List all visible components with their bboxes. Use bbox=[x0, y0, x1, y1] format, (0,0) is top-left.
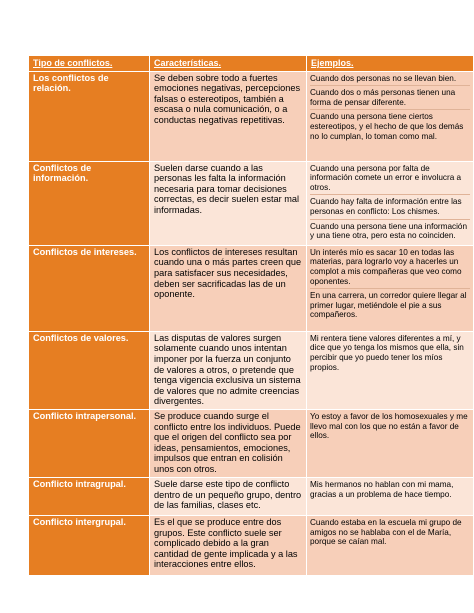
table-row bbox=[29, 71, 474, 161]
row-type: Conflictos de valores. bbox=[29, 331, 150, 409]
example-item: Un interés mío es sacar 10 en todas las materias, para lograrlo voy a hacerles un complot a mis compañeras que veo como oponentes. bbox=[310, 247, 470, 289]
row-examples bbox=[307, 245, 474, 331]
row-type: Conflicto intergrupal. bbox=[29, 515, 150, 575]
row-examples bbox=[307, 477, 474, 515]
row-examples bbox=[307, 515, 474, 575]
header-ejemplos: Ejemplos. bbox=[307, 56, 474, 72]
row-description: Suelen darse cuando a las personas les falta la información necesaria para tomar decisiones correctas, es decir suelen estar mal informadas. bbox=[150, 161, 307, 245]
row-examples bbox=[307, 71, 474, 161]
row-type: Los conflictos de relación. bbox=[29, 71, 150, 161]
row-description: Se deben sobre todo a fuertes emociones negativas, percepciones falsas o estereotipos, también a escasa o nula comunicación, o a conductas negativas repetitivas. bbox=[150, 71, 307, 161]
example-item: Cuando una persona tiene ciertos estereotipos, y el hecho de que los demás no lo cumplan, lo toman como mal. bbox=[310, 112, 464, 141]
row-description: Los conflictos de intereses resultan cuando una o más partes creen que para satisfacer sus necesidades, deben ser sacrificadas las de un oponente. bbox=[150, 245, 307, 331]
row-examples bbox=[307, 331, 474, 409]
example-item: Cuando una persona por falta de información comete un error e involucra a otros. bbox=[310, 163, 470, 196]
row-type: Conflicto intrapersonal. bbox=[29, 409, 150, 477]
table-row bbox=[29, 409, 474, 477]
row-description: Se produce cuando surge el conflicto entre los individuos. Puede que el origen del conflicto sea por ideas, pensamientos, emociones, impulsos que entran en colisión unos con otros. bbox=[150, 409, 307, 477]
row-examples bbox=[307, 409, 474, 477]
example-item: Cuando estaba en la escuela mi grupo de amigos no se hablaba con el de María, porque se caían mal. bbox=[310, 517, 462, 547]
conflict-types-table bbox=[28, 55, 474, 576]
row-examples bbox=[307, 161, 474, 245]
example-item: En una carrera, un corredor quiere llegar al primer lugar, metiéndole el pie a sus compañeros. bbox=[310, 291, 467, 320]
table-row bbox=[29, 515, 474, 575]
row-description: Las disputas de valores surgen solamente cuando unos intentan imponer por la fuerza un conjunto de valores a otros, o pretende que tenga vigencia exclusiva un sistema de valores que no admite creencias divergentes. bbox=[150, 331, 307, 409]
row-type: Conflictos de información. bbox=[29, 161, 150, 245]
table-row bbox=[29, 245, 474, 331]
example-item: Mi rentera tiene valores diferentes a mí, y dice que yo tenga los mismos que ella, sin percibir que yo puedo tener los míos propios. bbox=[310, 333, 464, 372]
row-description: Es el que se produce entre dos grupos. Este conflicto suele ser complicado debido a la gran cantidad de gente implicada y a las interacciones entre ellos. bbox=[150, 515, 307, 575]
header-caracteristicas: Características. bbox=[150, 56, 307, 72]
row-description: Suele darse este tipo de conflicto dentro de un pequeño grupo, dentro de las familias, clases etc. bbox=[150, 477, 307, 515]
example-item: Cuando dos personas no se llevan bien. bbox=[310, 73, 470, 87]
row-type: Conflictos de intereses. bbox=[29, 245, 150, 331]
example-item: Cuando dos o más personas tienen una forma de pensar diferente. bbox=[310, 87, 470, 110]
example-item: Mis hermanos no hablan con mi mama, gracias a un problema de hace tiempo. bbox=[310, 479, 454, 499]
table-row bbox=[29, 161, 474, 245]
table-header-row bbox=[29, 56, 474, 72]
table-row bbox=[29, 331, 474, 409]
example-item: Cuando una persona tiene una información y una tiene otra, pero esta no coinciden. bbox=[310, 221, 468, 241]
example-item: Yo estoy a favor de los homosexuales y me llevo mal con los que no están a favor de ellos. bbox=[310, 411, 468, 441]
header-tipo: Tipo de conflictos. bbox=[29, 56, 150, 72]
example-item: Cuando hay falta de información entre las personas en conflicto: Los chismes. bbox=[310, 196, 470, 219]
row-type: Conflicto intragrupal. bbox=[29, 477, 150, 515]
table-row bbox=[29, 477, 474, 515]
